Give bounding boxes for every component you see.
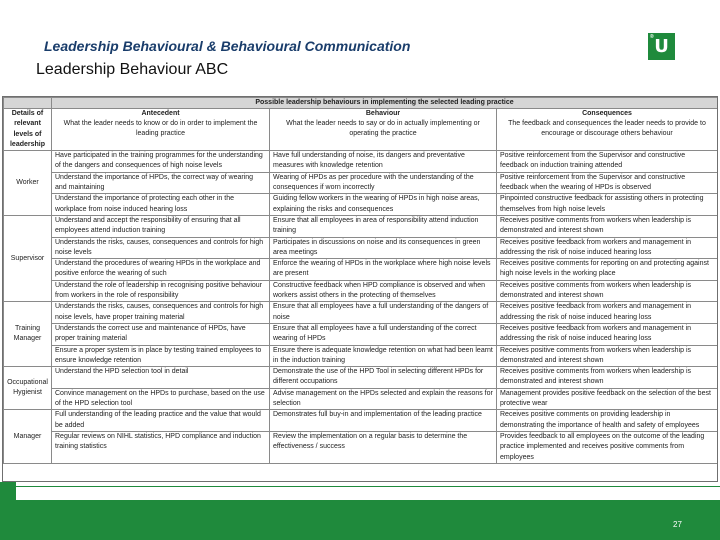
slide-title: Leadership Behavioural & Behavioural Communication: [44, 38, 411, 54]
consequences-cell: Receives positive feedback from workers and management in addressing the risk of noise induced hearing loss: [497, 237, 718, 259]
antecedent-cell: Understand the role of leadership in recognising positive behaviour from workers in the role of responsibility: [52, 280, 270, 302]
behaviour-cell: Ensure that all employees in area of responsibility attend induction training: [270, 215, 497, 237]
level-supervisor: Supervisor: [4, 215, 52, 301]
slide-subtitle: Leadership Behaviour ABC: [36, 61, 229, 78]
behaviour-cell: Constructive feedback when HPD compliance is observed and when workers assist others in the protecting of themselves: [270, 280, 497, 302]
column-title: Consequences: [582, 110, 632, 117]
antecedent-cell: Understands the risks, causes, consequences and controls for high noise levels: [52, 237, 270, 259]
behaviour-cell: Advise management on the HPDs selected and explain the reasons for selection: [270, 388, 497, 410]
table-row: [4, 431, 718, 463]
level-worker: Worker: [4, 151, 52, 216]
table-row: [4, 367, 718, 389]
footer-band: [0, 500, 720, 540]
column-title: Antecedent: [141, 110, 180, 117]
consequences-cell: Management provides positive feedback on the selection of the best protective wear: [497, 388, 718, 410]
behaviour-cell: Review the implementation on a regular basis to determine the effectiveness / success: [270, 431, 497, 463]
table-row: [4, 151, 718, 173]
antecedent-cell: Understands the correct use and maintenance of HPDs, have proper training material: [52, 323, 270, 345]
column-title: Behaviour: [365, 110, 401, 117]
antecedent-cell: Regular reviews on NIHL statistics, HPD compliance and induction training statistics: [52, 431, 270, 463]
consequences-cell: Provides feedback to all employees on the outcome of the leading practice implemented and receives positive comments from employees: [497, 431, 718, 463]
consequences-cell: Receives positive feedback from workers and management in addressing the risk of noise induced hearing loss: [497, 302, 718, 324]
behaviour-cell: Demonstrate the use of the HPD Tool in selecting different HPDs for different occupations: [270, 367, 497, 389]
table-row: [4, 259, 718, 281]
logo-registered-mark: ®: [650, 34, 654, 40]
footer-divider: [16, 486, 720, 487]
antecedent-cell: Understand and accept the responsibility of ensuring that all employees attend induction training: [52, 215, 270, 237]
behaviour-cell: Ensure that all employees have a full understanding of the correct wearing of HPDs: [270, 323, 497, 345]
page-number: 27: [673, 520, 682, 529]
logo-letter: U: [654, 36, 669, 57]
behaviour-cell: Wearing of HPDs as per procedure with the understanding of the consequences if worn incorrectly: [270, 172, 497, 194]
consequences-cell: Pinpointed constructive feedback for assisting others in protecting themselves from high noise levels: [497, 194, 718, 216]
column-description: What the leader needs to say or do in actually implementing or operating the practice: [286, 120, 480, 138]
behaviour-cell: Enforce the wearing of HPDs in the workplace where high noise levels are present: [270, 259, 497, 281]
level-training-manager: Training Manager: [4, 302, 52, 367]
table-row: [4, 215, 718, 237]
antecedent-cell: Understand the procedures of wearing HPDs in the workplace and positive enforce the wearing of such: [52, 259, 270, 281]
top-header-cell: Possible leadership behaviours in implementing the selected leading practice: [52, 98, 718, 109]
column-description: The feedback and consequences the leader needs to provide to encourage or discourage others behaviour: [508, 120, 706, 138]
antecedent-cell: Full understanding of the leading practice and the value that would be added: [52, 410, 270, 432]
consequences-cell: Receives positive comments from workers when leadership is demonstrated and interest shown: [497, 345, 718, 367]
table-row: [4, 280, 718, 302]
antecedent-cell: Understand the importance of HPDs, the correct way of wearing and maintaining: [52, 172, 270, 194]
consequences-cell: Positive reinforcement from the Supervisor and constructive feedback on induction training attended: [497, 151, 718, 173]
leadership-behaviour-table: [2, 96, 718, 482]
table-top-header-row: [4, 98, 718, 109]
behaviour-cell: Ensure there is adequate knowledge retention on what had been learnt in the induction training: [270, 345, 497, 367]
antecedent-cell: Have participated in the training programmes for the understanding of the dangers and consequences of high noise levels: [52, 151, 270, 173]
behaviour-cell: Participates in discussions on noise and its consequences in green area meetings: [270, 237, 497, 259]
antecedent-cell: Understands the risks, causes, consequences and controls for high noise levels, have proper training material: [52, 302, 270, 324]
abc-table: [3, 97, 718, 464]
level-manager: Manager: [4, 410, 52, 463]
column-header-row: [4, 109, 718, 151]
consequences-cell: Receives positive comments on providing leadership in demonstrating the importance of health and safety of employees: [497, 410, 718, 432]
column-description: What the leader needs to know or do in order to implement the leading practice: [63, 120, 258, 138]
antecedent-cell: Understand the HPD selection tool in detail: [52, 367, 270, 389]
antecedent-cell: Understand the importance of protecting each other in the workplace from noise induced hearing loss: [52, 194, 270, 216]
consequences-cell: Receives positive comments from workers when leadership is demonstrated and interest shown: [497, 367, 718, 389]
behaviour-cell: Have full understanding of noise, its dangers and preventative measures with knowledge retention: [270, 151, 497, 173]
consequences-header: [497, 109, 718, 151]
behaviour-header: [270, 109, 497, 151]
table-row: [4, 345, 718, 367]
table-row: [4, 194, 718, 216]
antecedent-header: [52, 109, 270, 151]
consequences-cell: Receives positive comments from workers when leadership is demonstrated and interest shown: [497, 280, 718, 302]
consequences-cell: Positive reinforcement from the Supervisor and constructive feedback when the wearing of HPDs is observed: [497, 172, 718, 194]
corner-cell: [4, 98, 52, 109]
behaviour-cell: Guiding fellow workers in the wearing of HPDs in high noise areas, explaining the risks and consequences: [270, 194, 497, 216]
consequences-cell: Receives positive comments from workers when leadership is demonstrated and interest shown: [497, 215, 718, 237]
antecedent-cell: Ensure a proper system is in place by testing trained employees to ensure knowledge retention: [52, 345, 270, 367]
company-logo: [648, 33, 675, 60]
level-occupational-hygienist: Occupational Hygienist: [4, 367, 52, 410]
table-row: [4, 410, 718, 432]
behaviour-cell: Demonstrates full buy-in and implementation of the leading practice: [270, 410, 497, 432]
table-row: [4, 302, 718, 324]
consequences-cell: Receives positive comments for reporting on and protecting against high noise levels in the working place: [497, 259, 718, 281]
behaviour-cell: Ensure that all employees have a full understanding of the dangers of noise: [270, 302, 497, 324]
consequences-cell: Receives positive feedback from workers and management in addressing the risk of noise induced hearing loss: [497, 323, 718, 345]
table-row: [4, 323, 718, 345]
table-row: [4, 237, 718, 259]
levels-header: Details of relevant levels of leadership: [4, 109, 52, 151]
antecedent-cell: Convince management on the HPDs to purchase, based on the use of the HPD selection tool: [52, 388, 270, 410]
table-row: [4, 388, 718, 410]
table-row: [4, 172, 718, 194]
